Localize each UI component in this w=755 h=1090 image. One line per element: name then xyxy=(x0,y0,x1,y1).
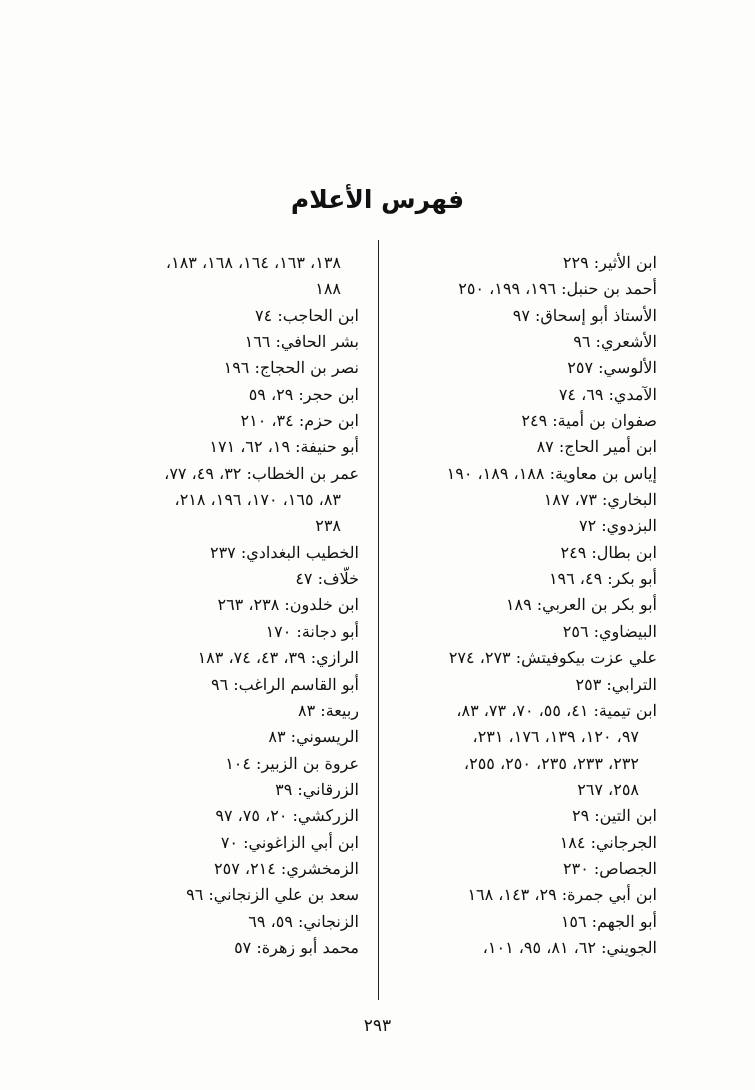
index-entry: الجرجاني: ١٨٤ xyxy=(559,832,657,852)
index-entry: أبو القاسم الراغب: ٩٦ xyxy=(210,674,359,694)
index-entry: ٢٣٨ xyxy=(315,516,341,536)
index-entry: ابن تيمية: ٤١، ٥٥، ٧٠، ٧٣، ٨٣، xyxy=(456,700,657,720)
index-entry: ابن خلدون: ٢٣٨، ٢٦٣ xyxy=(217,595,359,615)
index-entry: ١٣٨، ١٦٣، ١٦٤، ١٦٨، ١٨٣، xyxy=(165,253,341,272)
index-entry: ١٨٨ xyxy=(315,279,341,299)
index-entry: ابن حزم: ٣٤، ٢١٠ xyxy=(240,411,359,431)
index-entry: بشر الحافي: ١٦٦ xyxy=(244,332,359,352)
index-entry: الأشعري: ٩٦ xyxy=(573,332,657,352)
page-number: ٢٩٣ xyxy=(363,1016,392,1036)
index-entry: الزنجاني: ٥٩، ٦٩ xyxy=(248,911,359,931)
index-entry: أحمد بن حنبل: ١٩٦، ١٩٩، ٢٥٠ xyxy=(458,279,657,299)
index-entry: الأستاذ أبو إسحاق: ٩٧ xyxy=(512,305,657,325)
index-entry: الآمدي: ٦٩، ٧٤ xyxy=(558,384,657,404)
index-entry: ابن الحاجب: ٧٤ xyxy=(255,305,359,325)
index-column-left xyxy=(89,250,359,1010)
index-entry: البخاري: ٧٣، ١٨٧ xyxy=(543,490,657,510)
index-entry: أبو دجانة: ١٧٠ xyxy=(265,621,359,641)
index-entry: الزمخشري: ٢١٤، ٢٥٧ xyxy=(214,858,359,878)
index-entry: الجويني: ٦٢، ٨١، ٩٥، ١٠١، xyxy=(482,937,657,957)
index-entry: الريسوني: ٨٣ xyxy=(268,727,359,747)
index-entry: الزركشي: ٢٠، ٧٥، ٩٧ xyxy=(215,806,359,826)
index-entry: نصر بن الحجاج: ١٩٦ xyxy=(223,358,359,378)
index-entry: عمر بن الخطاب: ٣٢، ٤٩، ٧٧، xyxy=(164,463,359,483)
index-entry: البيضاوي: ٢٥٦ xyxy=(562,621,657,641)
index-entry: الخطيب البغدادي: ٢٣٧ xyxy=(209,542,359,562)
index-entry: أبو بكر بن العربي: ١٨٩ xyxy=(505,595,657,615)
index-entry: أبو الجهم: ١٥٦ xyxy=(560,911,657,931)
index-entry: إياس بن معاوية: ١٨٨، ١٨٩، ١٩٠ xyxy=(446,463,657,483)
index-entry: ابن الأثير: ٢٢٩ xyxy=(562,253,657,272)
column-divider xyxy=(378,240,379,1000)
index-entry: ابن أبي جمرة: ٢٩، ١٤٣، ١٦٨ xyxy=(467,885,657,905)
page-title: فهرس الأعلام xyxy=(290,185,465,214)
index-entry: ٨٣، ١٦٥، ١٧٠، ١٩٦، ٢١٨، xyxy=(174,490,341,510)
index-entry: ابن أمير الحاج: ٨٧ xyxy=(536,437,657,457)
index-entry: ربيعة: ٨٣ xyxy=(298,700,359,720)
index-entry: سعد بن علي الزنجاني: ٩٦ xyxy=(186,885,359,905)
index-column-right xyxy=(387,250,657,1010)
index-entry: الزرقاني: ٣٩ xyxy=(275,779,359,799)
index-entry: ٩٧، ١٢٠، ١٣٩، ١٧٦، ٢٣١، xyxy=(472,727,639,747)
index-entry: الألوسي: ٢٥٧ xyxy=(567,358,657,378)
index-entry: ابن التين: ٢٩ xyxy=(572,806,657,826)
index-entry: الترابي: ٢٥٣ xyxy=(575,674,657,694)
index-entry: أبو حنيفة: ١٩، ٦٢، ١٧١ xyxy=(209,437,359,457)
index-entry: عروة بن الزبير: ١٠٤ xyxy=(225,753,359,773)
index-entry: البزدوي: ٧٢ xyxy=(578,516,657,536)
index-entry: الرازي: ٣٩، ٤٣، ٧٤، ١٨٣ xyxy=(197,648,359,668)
index-entry: الجصاص: ٢٣٠ xyxy=(563,858,657,878)
index-entry: ٢٥٨، ٢٦٧ xyxy=(577,779,639,799)
index-entry: ابن حجر: ٢٩، ٥٩ xyxy=(248,384,359,404)
index-entry: ابن أبي الزاغوني: ٧٠ xyxy=(220,832,359,852)
index-entry: علي عزت بيكوفيتش: ٢٧٣، ٢٧٤ xyxy=(448,648,657,668)
index-entry: أبو بكر: ٤٩، ١٩٦ xyxy=(548,569,657,589)
index-entry: محمد أبو زهرة: ٥٧ xyxy=(234,937,359,957)
index-entry: صفوان بن أمية: ٢٤٩ xyxy=(521,411,657,431)
index-entry: ٢٣٢، ٢٣٣، ٢٣٥، ٢٥٠، ٢٥٥، xyxy=(463,753,639,773)
index-entry: ابن بطال: ٢٤٩ xyxy=(560,542,657,562)
index-entry: خلّاف: ٤٧ xyxy=(295,569,359,589)
